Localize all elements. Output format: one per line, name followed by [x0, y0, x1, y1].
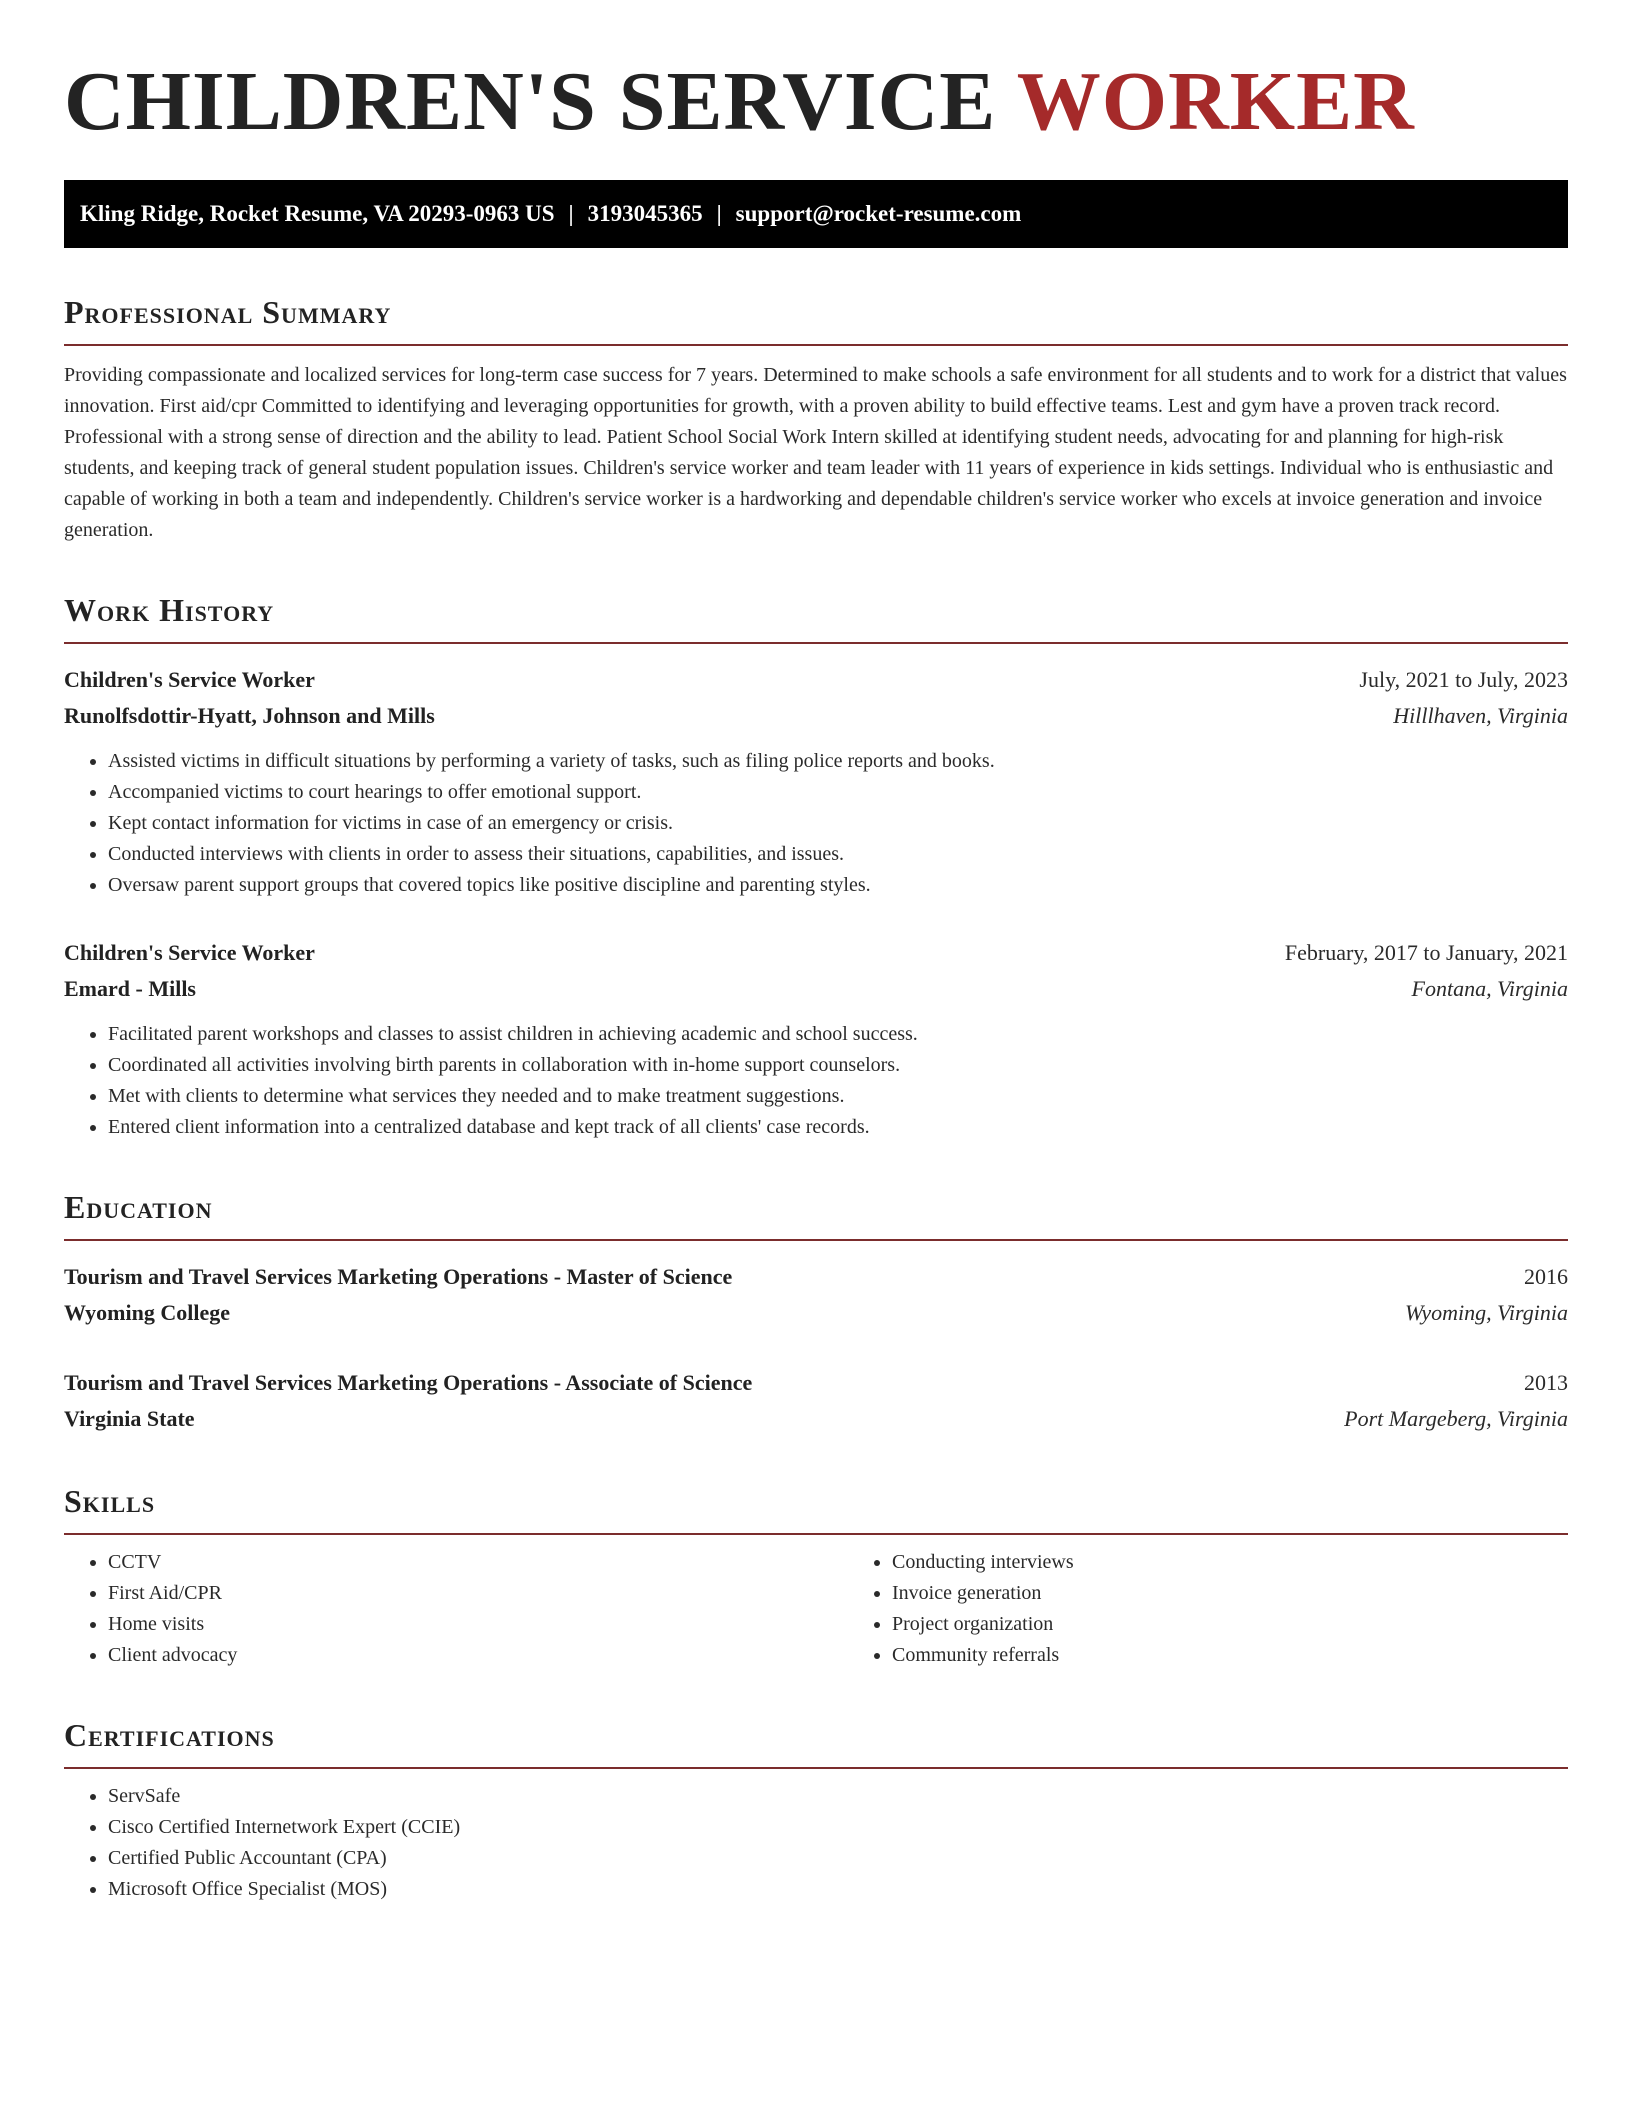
- job-title: Children's Service Worker: [64, 940, 315, 965]
- job-dates: July, 2021 to July, 2023: [1359, 667, 1568, 692]
- education-entry-header: [64, 1259, 1568, 1295]
- name-accent: WORKER: [1016, 55, 1415, 148]
- certification-item: • ServSafe: [108, 1781, 1568, 1812]
- job-bullets: [64, 746, 1568, 901]
- summary-text: Providing compassionate and localized services for long-term case success for 7 years. Determined to make schools a safe environment for all students and to work for a district that values innovation. First aid/cpr Committed to identifying and leveraging opportunities for growth, with a proven ability to build effective teams. Lest and gym have a proven track record. Professional with a strong sense of direction and the ability to lead. Patient School Social Work Intern skilled at identifying student needs, advocating for and planning for high-risk students, and keeping track of general student population issues. Children's service worker and team leader with 11 years of experience in kids settings. Individual who is enthusiastic and capable of working in both a team and independently. Children's service worker is a hardworking and dependable children's service worker who excels at invoice generation and invoice generation.: [64, 364, 1567, 541]
- skill-item: • Project organization: [892, 1609, 1568, 1640]
- job-bullet: • Oversaw parent support groups that covered topics like positive discipline and parenting styles.: [108, 870, 1568, 901]
- education-entry-subheader: [64, 1401, 1568, 1437]
- work-entry: [64, 935, 1568, 1143]
- degree-name: Tourism and Travel Services Marketing Operations - Associate of Science: [64, 1370, 753, 1395]
- skill-item: • Home visits: [108, 1609, 848, 1640]
- job-title: Children's Service Worker: [64, 667, 315, 692]
- job-bullet: • Met with clients to determine what services they needed and to make treatment suggestions.: [108, 1081, 1568, 1112]
- education-entry-subheader: [64, 1295, 1568, 1331]
- contact-address: Kling Ridge, Rocket Resume, VA 20293-0963 US: [80, 201, 555, 226]
- section-title-text: Professional Summary: [64, 294, 392, 330]
- graduation-year: 2016: [1524, 1264, 1568, 1289]
- job-bullet: • Entered client information into a centralized database and kept track of all clients' case records.: [108, 1112, 1568, 1143]
- certification-item: • Certified Public Accountant (CPA): [108, 1843, 1568, 1874]
- skills-list-left: [64, 1547, 848, 1671]
- education-entry-header: [64, 1365, 1568, 1401]
- name-main: CHILDREN'S SERVICE: [64, 55, 997, 148]
- certifications-list: [64, 1781, 1568, 1905]
- section-title-skills: [64, 1481, 1568, 1535]
- job-bullet: • Conducted interviews with clients in order to assess their situations, capabilities, and issues.: [108, 839, 1568, 870]
- contact-bar: [64, 180, 1568, 248]
- school-name: Virginia State: [64, 1406, 195, 1431]
- skill-item: • First Aid/CPR: [108, 1578, 848, 1609]
- work-entry: [64, 662, 1568, 901]
- education-entry: [64, 1259, 1568, 1331]
- degree-name: Tourism and Travel Services Marketing Operations - Master of Science: [64, 1264, 733, 1289]
- graduation-year: 2013: [1524, 1370, 1568, 1395]
- job-bullet: • Coordinated all activities involving birth parents in collaboration with in-home support counselors.: [108, 1050, 1568, 1081]
- job-bullet: • Accompanied victims to court hearings to offer emotional support.: [108, 777, 1568, 808]
- contact-separator: |: [716, 201, 722, 226]
- skill-item: • Community referrals: [892, 1640, 1568, 1671]
- job-bullet: • Assisted victims in difficult situations by performing a variety of tasks, such as filing police reports and books.: [108, 746, 1568, 777]
- job-location: Fontana, Virginia: [1411, 976, 1568, 1001]
- school-name: Wyoming College: [64, 1300, 230, 1325]
- certification-item: • Cisco Certified Internetwork Expert (CCIE): [108, 1812, 1568, 1843]
- school-location: Port Margeberg, Virginia: [1344, 1406, 1568, 1431]
- section-title-work: [64, 590, 1568, 644]
- contact-phone: 3193045365: [587, 201, 703, 226]
- work-entry-header: [64, 935, 1568, 971]
- job-bullets: [64, 1019, 1568, 1143]
- certification-item: • Microsoft Office Specialist (MOS): [108, 1874, 1568, 1905]
- section-title-text: Education: [64, 1189, 213, 1225]
- skill-item: • Conducting interviews: [892, 1547, 1568, 1578]
- education-entry: [64, 1365, 1568, 1437]
- section-title-text: Work History: [64, 592, 275, 628]
- section-title-education: [64, 1187, 1568, 1241]
- skill-item: • Invoice generation: [892, 1578, 1568, 1609]
- company-name: Emard - Mills: [64, 976, 196, 1001]
- skill-item: • CCTV: [108, 1547, 848, 1578]
- company-name: Runolfsdottir-Hyatt, Johnson and Mills: [64, 703, 435, 728]
- section-title-text: Skills: [64, 1483, 156, 1519]
- job-bullet: • Facilitated parent workshops and classes to assist children in achieving academic and school success.: [108, 1019, 1568, 1050]
- work-entry-subheader: [64, 971, 1568, 1007]
- resume-name-heading: [64, 52, 1568, 152]
- skills-list-right: [848, 1547, 1568, 1671]
- job-location: Hilllhaven, Virginia: [1393, 703, 1568, 728]
- contact-separator: |: [568, 201, 574, 226]
- skills-grid: [64, 1547, 1568, 1671]
- work-entry-header: [64, 662, 1568, 698]
- job-bullet: • Kept contact information for victims in case of an emergency or crisis.: [108, 808, 1568, 839]
- work-entry-subheader: [64, 698, 1568, 734]
- section-title-text: Certifications: [64, 1717, 275, 1753]
- skill-item: • Client advocacy: [108, 1640, 848, 1671]
- job-dates: February, 2017 to January, 2021: [1284, 940, 1568, 965]
- section-title-summary: [64, 292, 1568, 346]
- school-location: Wyoming, Virginia: [1405, 1300, 1568, 1325]
- section-title-certifications: [64, 1715, 1568, 1769]
- contact-email: support@rocket-resume.com: [735, 201, 1022, 226]
